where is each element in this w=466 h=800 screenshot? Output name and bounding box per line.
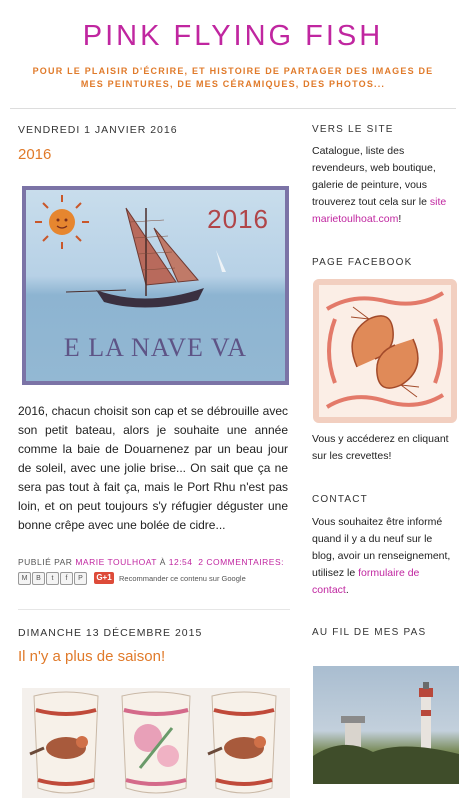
facebook-share-icon[interactable]: f: [60, 572, 73, 585]
at-label: À: [159, 557, 166, 567]
post-divider: [18, 609, 290, 610]
post-image-cups[interactable]: [22, 688, 290, 798]
blogthis-share-icon[interactable]: B: [32, 572, 45, 585]
recommend-text: Recommander ce contenu sur Google: [119, 573, 246, 583]
ceramic-cups-illustration: [22, 688, 290, 798]
comments-link[interactable]: 2 COMMENTAIRES:: [198, 557, 284, 567]
gplus-button[interactable]: G+1: [94, 572, 114, 584]
contact-text-end: .: [345, 584, 349, 596]
site-link[interactable]: site marietoulhoat.com: [312, 196, 447, 225]
published-by-label: PUBLIÉ PAR: [18, 557, 73, 567]
email-share-icon[interactable]: M: [18, 572, 31, 585]
sidebar-heading-photos: AU FIL DE MES PAS: [312, 627, 427, 638]
image-motto: E LA NAVE VA: [63, 333, 248, 362]
header-divider: [10, 108, 456, 109]
author-link[interactable]: MARIE TOULHOAT: [75, 557, 157, 567]
sidebar-site-text: [312, 143, 457, 228]
site-text-end: !: [398, 213, 402, 225]
post-image-2016[interactable]: [22, 186, 289, 385]
post-body: 2016, chacun choisit son cap et se débrouille avec son petit bateau, alors je souhaite une année comme la baie de Douarnenez par un beau jour de soleil, avec une jolie brise... On sait que ça ne sera pas tout à fait ça, mais le Port Rhu n'est pas loin, et on peut toujours s'y réfugier déguster une bonne crêpe avec une bolée de cidre...: [18, 404, 288, 532]
sidebar-contact-text: [312, 514, 457, 599]
site-description: Catalogue, liste des revendeurs, web boutique, galerie de peinture, vous trouverez tout cela sur le: [312, 145, 436, 208]
shrimp-plate-illustration: [313, 279, 457, 423]
lighthouse-photo[interactable]: [313, 666, 459, 784]
sidebar-heading-facebook: PAGE FACEBOOK: [312, 257, 413, 268]
post-date: DIMANCHE 13 DÉCEMBRE 2015: [18, 627, 203, 639]
blog-title[interactable]: PINK FLYING FISH: [82, 20, 384, 52]
post-footer: [18, 557, 284, 567]
post-title[interactable]: 2016: [18, 146, 52, 163]
sidebar-heading-site: VERS LE SITE: [312, 124, 394, 135]
post-date: VENDREDI 1 JANVIER 2016: [18, 124, 178, 136]
image-year: 2016: [207, 204, 269, 234]
contact-form-link[interactable]: formulaire de contact: [312, 567, 420, 596]
pinterest-share-icon[interactable]: P: [74, 572, 87, 585]
post-time-link[interactable]: 12:54: [168, 557, 193, 567]
lighthouse-illustration: [313, 666, 459, 784]
sidebar-facebook-text: Vous y accéderez en cliquant sur les crevettes!: [312, 433, 449, 462]
facebook-shrimp-plate-image[interactable]: [313, 279, 457, 423]
sun-icon: [35, 195, 89, 249]
blog-tagline: POUR LE PLAISIR D'ÉCRIRE, ET HISTOIRE DE PARTAGER DES IMAGES DE MES PEINTURES, DE MES CÉRAMIQUES, DES PHOTOS...: [32, 66, 434, 89]
contact-description: Vous souhaitez être informé quand il y a du neuf sur le blog, avoir un renseignement, utilisez le: [312, 516, 451, 579]
post-title[interactable]: Il n'y a plus de saison!: [18, 648, 166, 665]
sidebar-heading-contact: CONTACT: [312, 494, 368, 505]
share-bar: [18, 571, 246, 585]
twitter-share-icon[interactable]: t: [46, 572, 59, 585]
